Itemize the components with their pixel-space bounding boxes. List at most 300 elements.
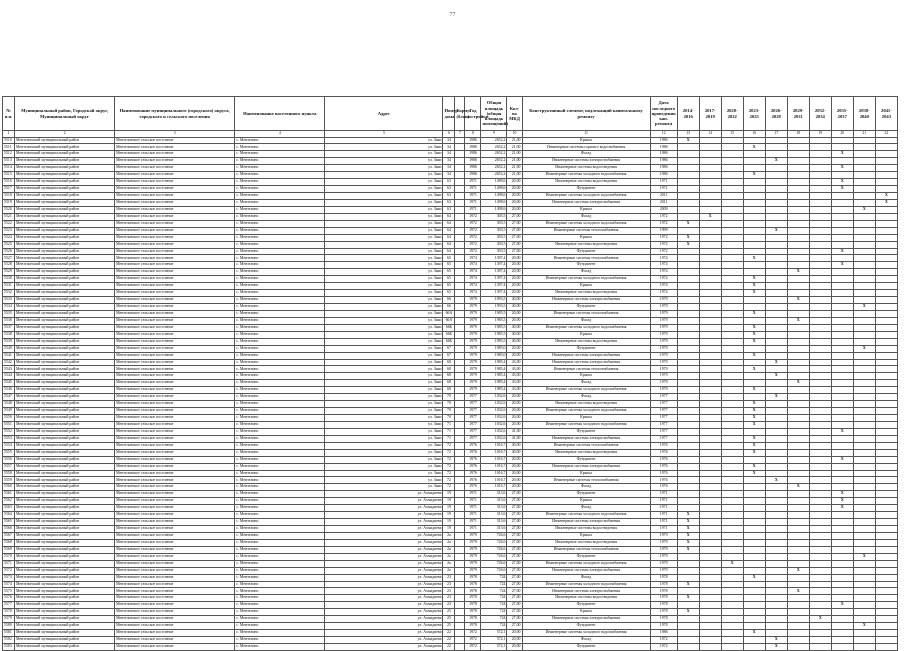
table-row [3,609,898,616]
period-mark-cell [765,193,787,200]
period-mark-cell [699,310,721,317]
structural-element-cell: Инженерные системы водоотведения [522,165,650,172]
count-cell: 27,00 [507,248,522,255]
district-cell: Мензелинский муниципальный район [15,581,115,588]
period-mark-cell [875,206,897,213]
build-year-cell: 1972 [465,637,481,644]
structural-element-cell: Инженерные системы теплоснабжения [522,227,650,234]
address-cell: ул. Ахмадиева [325,546,443,553]
area-cell: 726,6 [481,539,507,546]
area-cell: 726,6 [481,532,507,539]
period-mark-cell [721,588,743,595]
area-cell: 1397,4 [481,276,507,283]
period-mark-cell [853,262,875,269]
address-cell: ул. Ахмадиева [325,574,443,581]
district-cell: Мензелинский муниципальный район [15,456,115,463]
last-repair-date-cell: 1979 [650,539,677,546]
column-header: 2017-2019 [699,97,721,131]
district-cell: Мензелинский муниципальный район [15,206,115,213]
row-number: 5578 [3,609,15,616]
period-mark-cell [809,186,831,193]
build-year-cell: 1978 [465,595,481,602]
settlement-cell: Мензелинское сельское поселение [115,498,235,505]
period-mark-cell [853,248,875,255]
locality-cell: с. Мензелино [235,574,325,581]
period-mark-cell [853,317,875,324]
build-year-cell: 1972 [465,248,481,255]
period-mark-cell [787,366,809,373]
settlement-cell: Мензелинское сельское поселение [115,546,235,553]
block-cell [455,297,465,304]
structural-element-cell: Фундамент [522,345,650,352]
column-number: 18 [787,131,809,138]
structural-element-cell: Инженерные системы холодного водоснабжения [522,630,650,637]
district-cell: Мензелинский муниципальный район [15,415,115,422]
period-mark-cell: X [765,158,787,165]
period-mark-cell [699,179,721,186]
house-number-cell: 67 [443,345,455,352]
period-mark-cell [875,512,897,519]
table-row [3,637,898,644]
build-year-cell: 1977 [465,435,481,442]
structural-element-cell: Инженерные системы холодного водоснабжения [522,220,650,227]
district-cell: Мензелинский муниципальный район [15,290,115,297]
column-header: Год постройки [465,97,481,131]
address-cell: ул. Заки [325,213,443,220]
locality-cell: с. Мензелино [235,151,325,158]
area-cell: 1985,5 [481,317,507,324]
block-cell [455,394,465,401]
area-cell: 303,5 [481,234,507,241]
period-mark-cell [787,415,809,422]
structural-element-cell: Инженерные системы холодного водоснабжения [522,276,650,283]
row-number: 5561 [3,491,15,498]
structural-element-cell: Инженерные системы электроснабжения [522,359,650,366]
period-mark-cell [831,199,853,206]
row-number: 5536 [3,317,15,324]
period-mark-cell [787,338,809,345]
period-mark-cell [787,144,809,151]
period-mark-cell [743,526,765,533]
row-number: 5512 [3,151,15,158]
count-cell: 20,00 [507,193,522,200]
structural-element-cell: Инженерные системы электроснабжения [522,297,650,304]
structural-element-cell: Инженерные системы водоотведения [522,401,650,408]
block-cell [455,643,465,650]
district-cell: Мензелинский муниципальный район [15,331,115,338]
period-mark-cell [743,193,765,200]
period-mark-cell [699,408,721,415]
address-cell: ул. Заки [325,310,443,317]
build-year-cell: 1972 [465,630,481,637]
period-mark-cell [699,581,721,588]
house-number-cell: 65 [443,269,455,276]
locality-cell: с. Мензелино [235,290,325,297]
build-year-cell: 1986 [465,137,481,144]
build-year-cell: 1971 [465,186,481,193]
period-mark-cell [699,324,721,331]
period-mark-cell [721,574,743,581]
block-cell [455,401,465,408]
address-cell: ул. Ахмадиева [325,512,443,519]
structural-element-cell: Крыша [522,283,650,290]
block-cell [455,290,465,297]
settlement-cell: Мензелинское сельское поселение [115,408,235,415]
period-mark-cell [699,387,721,394]
locality-cell: с. Мензелино [235,220,325,227]
count-cell: 27,00 [507,539,522,546]
last-repair-date-cell: 1979 [650,345,677,352]
period-mark-cell [831,345,853,352]
district-cell: Мензелинский муниципальный район [15,387,115,394]
count-cell: 40,00 [507,304,522,311]
period-mark-cell [853,186,875,193]
district-cell: Мензелинский муниципальный район [15,630,115,637]
period-mark-cell [853,519,875,526]
period-mark-cell [743,512,765,519]
house-number-cell: 71 [443,428,455,435]
area-cell: 2652,2 [481,137,507,144]
area-cell: 724 [481,609,507,616]
period-mark-cell [831,435,853,442]
district-cell: Мензелинский муниципальный район [15,359,115,366]
area-cell: 726,6 [481,553,507,560]
locality-cell: с. Мензелино [235,616,325,623]
house-number-cell: 19 [443,505,455,512]
row-number: 5534 [3,304,15,311]
period-mark-cell [743,477,765,484]
column-number: 16 [743,131,765,138]
last-repair-date-cell: 1976 [650,477,677,484]
period-mark-cell [853,324,875,331]
period-mark-cell [853,199,875,206]
settlement-cell: Мензелинское сельское поселение [115,262,235,269]
last-repair-date-cell: 1971 [650,526,677,533]
period-mark-cell [677,283,699,290]
period-mark-cell [809,519,831,526]
locality-cell: с. Мензелино [235,449,325,456]
period-mark-cell [831,269,853,276]
structural-element-cell: Инженерные системы электроснабжения [522,463,650,470]
last-repair-date-cell: 1986 [650,630,677,637]
area-cell: 1016,7 [481,463,507,470]
structural-element-cell: Фундамент [522,248,650,255]
period-mark-cell [875,394,897,401]
period-mark-cell [699,241,721,248]
period-mark-cell [743,186,765,193]
row-number: 5559 [3,477,15,484]
period-mark-cell [677,331,699,338]
period-mark-cell [875,553,897,560]
district-cell: Мензелинский муниципальный район [15,512,115,519]
area-cell: 726,6 [481,567,507,574]
address-cell: ул. Заки [325,144,443,151]
structural-element-cell: Инженерные системы водоотведения [522,290,650,297]
period-mark-cell [677,310,699,317]
build-year-cell: 1976 [465,449,481,456]
period-mark-cell [787,512,809,519]
period-mark-cell [699,463,721,470]
locality-cell: с. Мензелино [235,206,325,213]
row-number: 5580 [3,623,15,630]
period-mark-cell [721,352,743,359]
period-mark-cell [875,435,897,442]
period-mark-cell [677,394,699,401]
structural-element-cell: Фасад [522,151,650,158]
period-mark-cell [853,276,875,283]
house-number-cell: 66Б [443,338,455,345]
district-cell: Мензелинский муниципальный район [15,595,115,602]
settlement-cell: Мензелинское сельское поселение [115,602,235,609]
period-mark-cell [787,158,809,165]
period-mark-cell: X [677,526,699,533]
period-mark-cell [787,324,809,331]
house-number-cell: 72 [443,470,455,477]
settlement-cell: Мензелинское сельское поселение [115,137,235,144]
period-mark-cell: X [743,470,765,477]
block-cell [455,387,465,394]
build-year-cell: 1972 [465,643,481,650]
period-mark-cell [677,387,699,394]
period-mark-cell [699,380,721,387]
period-mark-cell [765,380,787,387]
period-mark-cell [809,637,831,644]
build-year-cell: 1979 [465,310,481,317]
table-row [3,310,898,317]
area-cell: 2652,2 [481,158,507,165]
house-number-cell: 64 [443,248,455,255]
locality-cell: с. Мензелино [235,512,325,519]
locality-cell: с. Мензелино [235,331,325,338]
row-number: 5530 [3,276,15,283]
period-mark-cell [721,616,743,623]
period-mark-cell [677,304,699,311]
last-repair-date-cell: 1977 [650,421,677,428]
period-mark-cell [699,255,721,262]
block-cell [455,546,465,553]
address-cell: ул. Заки [325,401,443,408]
period-mark-cell [721,512,743,519]
locality-cell: с. Мензелино [235,241,325,248]
period-mark-cell [853,546,875,553]
column-header: Адрес [325,97,443,131]
period-mark-cell: X [743,387,765,394]
area-cell: 1985,5 [481,310,507,317]
block-cell [455,560,465,567]
block-cell [455,172,465,179]
period-mark-cell: X [743,310,765,317]
count-cell: 20,00 [507,206,522,213]
structural-element-cell: Фундамент [522,456,650,463]
period-mark-cell [787,331,809,338]
last-repair-date-cell: 1977 [650,408,677,415]
area-cell: 2652,2 [481,172,507,179]
build-year-cell: 1974 [465,269,481,276]
count-cell: 21,00 [507,158,522,165]
period-mark-cell [787,463,809,470]
row-number: 5557 [3,463,15,470]
period-mark-cell [831,338,853,345]
address-cell: ул. Заки [325,415,443,422]
address-cell: ул. Заки [325,262,443,269]
house-number-cell: 19 [443,519,455,526]
period-mark-cell [809,345,831,352]
settlement-cell: Мензелинское сельское поселение [115,199,235,206]
period-mark-cell: X [677,512,699,519]
last-repair-date-cell: 1986 [650,172,677,179]
last-repair-date-cell: 1978 [650,609,677,616]
period-mark-cell [809,234,831,241]
period-mark-cell [787,165,809,172]
address-cell: ул. Заки [325,269,443,276]
last-repair-date-cell: 1972 [650,643,677,650]
build-year-cell: 1986 [465,158,481,165]
period-mark-cell [699,567,721,574]
period-mark-cell [787,387,809,394]
period-mark-cell [677,165,699,172]
last-repair-date-cell: 1979 [650,331,677,338]
period-mark-cell: X [853,623,875,630]
build-year-cell: 1978 [465,602,481,609]
period-mark-cell: X [743,401,765,408]
settlement-cell: Мензелинское сельское поселение [115,505,235,512]
count-cell: 21,00 [507,144,522,151]
locality-cell: с. Мензелино [235,179,325,186]
row-number: 5556 [3,456,15,463]
locality-cell: с. Мензелино [235,519,325,526]
row-number: 5532 [3,290,15,297]
column-header: Общая площадь (общая площадь помещений) [481,97,507,131]
period-mark-cell [875,290,897,297]
period-mark-cell [831,220,853,227]
house-number-cell: 71 [443,421,455,428]
period-mark-cell [677,199,699,206]
last-repair-date-cell: 1977 [650,394,677,401]
count-cell: 27,00 [507,602,522,609]
address-cell: ул. Заки [325,484,443,491]
period-mark-cell [831,401,853,408]
area-cell: 1993,5 [481,304,507,311]
period-mark-cell: X [831,151,853,158]
period-mark-cell [809,331,831,338]
period-mark-cell [677,179,699,186]
period-mark-cell: X [677,220,699,227]
structural-element-cell: Фасад [522,484,650,491]
period-mark-cell [853,359,875,366]
table-row [3,186,898,193]
table-row [3,255,898,262]
house-number-cell: 70 [443,415,455,422]
house-number-cell: 34 [443,172,455,179]
build-year-cell: 1978 [465,574,481,581]
locality-cell: с. Мензелино [235,595,325,602]
locality-cell: с. Мензелино [235,623,325,630]
period-mark-cell: X [831,262,853,269]
count-cell: 27,00 [507,505,522,512]
block-cell [455,352,465,359]
locality-cell: с. Мензелино [235,283,325,290]
period-mark-cell [831,449,853,456]
district-cell: Мензелинский муниципальный район [15,304,115,311]
table-row [3,477,898,484]
period-mark-cell [699,588,721,595]
build-year-cell: 1971 [465,526,481,533]
count-cell: 27,00 [507,616,522,623]
period-mark-cell [853,574,875,581]
period-mark-cell [787,193,809,200]
settlement-cell: Мензелинское сельское поселение [115,449,235,456]
block-cell [455,151,465,158]
block-cell [455,498,465,505]
table-row [3,241,898,248]
locality-cell: с. Мензелино [235,526,325,533]
build-year-cell: 1978 [465,609,481,616]
period-mark-cell: X [677,519,699,526]
period-mark-cell: X [853,345,875,352]
build-year-cell: 1976 [465,442,481,449]
house-number-cell: 64 [443,241,455,248]
period-mark-cell [699,144,721,151]
structural-element-cell: Фундамент [522,304,650,311]
count-cell: 27,00 [507,241,522,248]
address-cell: ул. Заки [325,352,443,359]
count-cell: 27,00 [507,609,522,616]
build-year-cell: 1979 [465,532,481,539]
structural-element-cell: Фундамент [522,428,650,435]
build-year-cell: 1978 [465,616,481,623]
period-mark-cell [721,137,743,144]
area-cell: 572,1 [481,637,507,644]
build-year-cell: 1971 [465,519,481,526]
period-mark-cell [765,435,787,442]
locality-cell: с. Мензелино [235,442,325,449]
block-cell [455,595,465,602]
structural-element-cell: Фундамент [522,602,650,609]
period-mark-cell [875,373,897,380]
locality-cell: с. Мензелино [235,643,325,650]
period-mark-cell [831,623,853,630]
column-header: 2041-2043 [875,97,897,131]
house-number-cell: 65 [443,262,455,269]
period-mark-cell [809,227,831,234]
structural-element-cell: Крыша [522,234,650,241]
period-mark-cell [721,324,743,331]
address-cell: ул. Заки [325,297,443,304]
period-mark-cell: X [743,366,765,373]
period-mark-cell [787,560,809,567]
block-cell [455,317,465,324]
period-mark-cell [853,484,875,491]
table-row [3,449,898,456]
period-mark-cell [765,345,787,352]
count-cell: 20,00 [507,199,522,206]
period-mark-cell [875,421,897,428]
last-repair-date-cell: 1986 [650,144,677,151]
structural-element-cell: Инженерные системы холодного водоснабжения [522,560,650,567]
period-mark-cell [853,505,875,512]
period-mark-cell [853,637,875,644]
period-mark-cell [743,179,765,186]
column-header: Номер дома [443,97,455,131]
period-mark-cell [853,179,875,186]
period-mark-cell [765,172,787,179]
period-mark-cell [787,456,809,463]
table-row [3,297,898,304]
count-cell: 43,00 [507,380,522,387]
period-mark-cell [721,158,743,165]
house-number-cell: 67 [443,352,455,359]
period-mark-cell [831,331,853,338]
